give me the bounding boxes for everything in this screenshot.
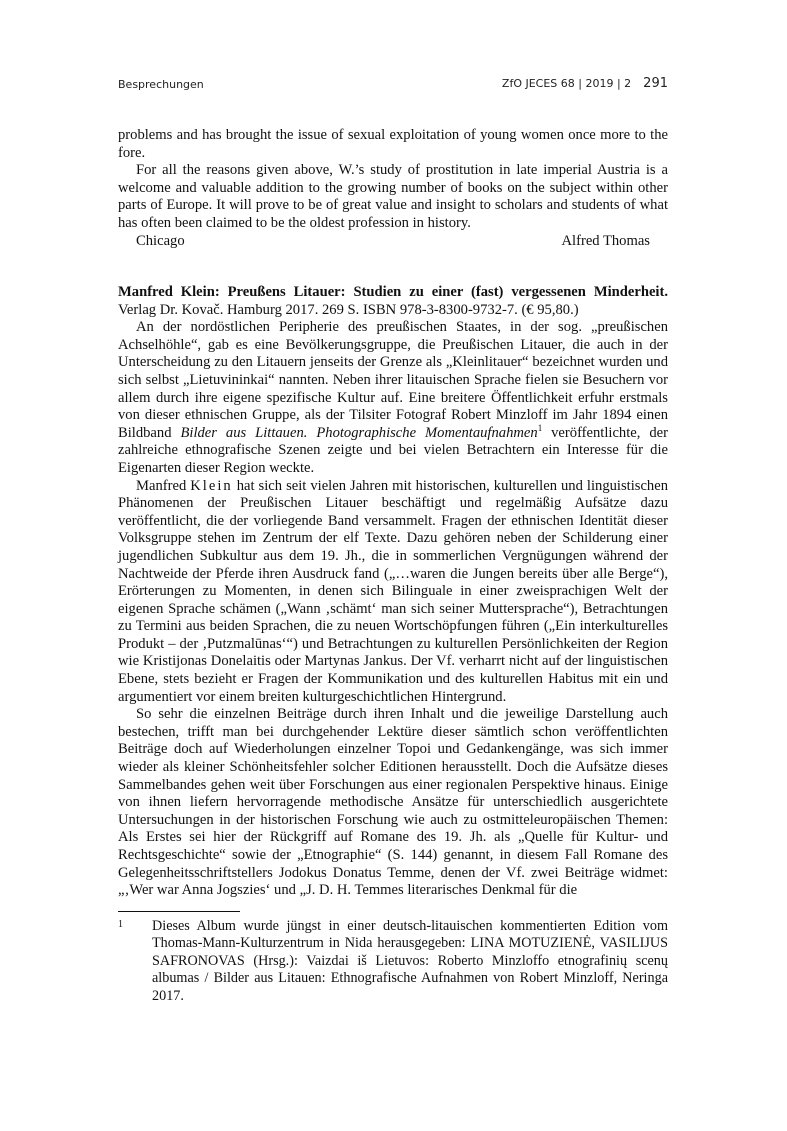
footnote-text: Dieses Album wurde jüngst in einer deutsch-litauischen kommentierten Edition vom Thomas-Mann-Kulturzentrum in Nida herausgegeben: LINA MOTUZIENĖ, VASILIJUS SAFRONOVAS (Hrsg.): Vaizdai iš Lietuvos: Roberto Minzloffo etnografinių scenų albumas / Bilder aus Litauen: Ethnografische Aufnahmen von Robert Minzloff, Neringa 2017. bbox=[152, 918, 668, 1004]
author-first-name: Manfred bbox=[136, 477, 187, 494]
running-header bbox=[118, 76, 668, 94]
review-title: Manfred Klein: Preußens Litauer: Studien zu einer (fast) vergessenen Minderheit. bbox=[118, 284, 668, 300]
review-biblio: Verlag Dr. Kovač. Hamburg 2017. 269 S. ISBN 978-3-8300-9732-7. (€ 95,80.) bbox=[118, 301, 579, 318]
reviewer-place: Chicago bbox=[136, 232, 185, 249]
paragraph-conclusion: For all the reasons given above, W.’s study of prostitution in late imperial Austria is a welcome and valuable addition to the growing number of books on the subject within other parts of Europe. It will prove to be of great value and insight to scholars and students of what has often been claimed to be the oldest profession in history. bbox=[118, 162, 668, 231]
reviewer-name: Alfred Thomas bbox=[561, 232, 650, 249]
footnote-rule bbox=[118, 911, 240, 912]
book-title-italic: Bilder aus Littauen. Photographische Momentaufnahmen bbox=[180, 424, 538, 441]
footnote bbox=[118, 918, 668, 1005]
paragraph-1-text-a: An der nordöstlichen Peripherie des preußischen Staates, in der sog. „preußischen Achselhöhle“, gab es eine Bevölkerungsgruppe, die Preußischen Litauer, die auch in der Unterscheidung zu den Litauern jenseits der Grenze als „Kleinlitauer“ bezeichnet wurden und sich selbst „Lietuvininkai“ nannten. Neben ihrer litauischen Sprache fielen sie Besuchern vor allem durch ihre eigene spezifische Kultur auf. Eine breitere Öffentlichkeit erfuhr erstmals von dieser ethnischen Gruppe, als der Tilsiter Fotograf Robert Minzloff im Jahr 1894 einen Bildband bbox=[118, 319, 668, 441]
paragraph-1 bbox=[118, 319, 668, 477]
paragraph-1-text-b: veröffentlichte, der zahlreiche ethnografische Szenen zeigte und bei vielen Betrachtern ein Interesse für die Eigenarten dieser Region weckte. bbox=[118, 424, 668, 476]
review-2 bbox=[118, 284, 668, 900]
footnote-number: 1 bbox=[118, 919, 123, 930]
review-1-ending bbox=[118, 127, 668, 250]
paragraph-2-text: hat sich seit vielen Jahren mit historischen, kulturellen und linguistischen Phänomenen der Preußischen Litauer beschäftigt und regelmäßig Aufsätze dazu veröffentlicht, die der vorliegende Band versammelt. Fragen der ethnischen Identität dieser Volksgruppe stehen im Zentrum der elf Texte. Dazu gehören neben der Schilderung einer jugendlichen Subkultur aus dem 19. Jh., die in sommerlichen Vergnügungen während der Nachtweide der Pferde ihren Ausdruck fand („…waren die Jungen bereits über alle Berge“), Erörterungen zu Momenten, in denen sich Bilinguale in einer zweisprachigen Welt der eigenen Sprache schämen („Wann ‚schämt‘ man sich seiner Muttersprache“), Betrachtungen zu Termini aus beiden Sprachen, die zu neuen Wortschöpfungen führen („Ein interkulturelles Produkt – der ‚Putzmalūnas‘“) und Betrachtungen zu kulturellen Persönlichkeiten der Region wie Kristijonas Donelaitis oder Martynas Jankus. Der Vf. verharrt nicht auf der linguistischen Ebene, stets bezieht er Fragen der Kommunikation und des kulturellen Habitus mit ein und argumentiert vor einem breiten kulturgeschichtlichen Hintergrund. bbox=[118, 477, 668, 705]
paragraph-end: problems and has brought the issue of sexual exploitation of young women once more to the fore. bbox=[118, 127, 668, 161]
author-last-name-spaced: Klein bbox=[190, 477, 233, 494]
section-title: Besprechungen bbox=[118, 78, 204, 91]
footnote-ref: 1 bbox=[537, 422, 543, 433]
page-number: 291 bbox=[643, 76, 668, 91]
paragraph-2 bbox=[118, 478, 668, 707]
journal-issue: ZfO JECES 68 | 2019 | 2 bbox=[501, 77, 632, 90]
journal-info bbox=[502, 76, 668, 91]
review-heading bbox=[118, 284, 668, 319]
paragraph-3: So sehr die einzelnen Beiträge durch ihren Inhalt und die jeweilige Darstellung auch bestechen, trifft man bei durchgehender Lektüre dieser sämtlich schon veröffentlichten Beiträge doch auf Wiederholungen einzelner Topoi und Gedankengänge, was sich immer wieder als kleiner Schönheitsfehler solcher Editionen herausstellt. Doch die Aufsätze dieses Sammelbandes gehen weit über Forschungen aus einer regionalen Perspektive hinaus. Einige von ihnen liefern hervorragende methodische Ansätze für unterschiedlich ausgerichtete Untersuchungen in der historischen Forschung wie auch zu ostmitteleuropäischen Themen: Als Erstes sei hier der Rückgriff auf Romane des 19. Jh. als „Quelle für Kultur- und Rechtsgeschichte“ sowie der „Etnographie“ (S. 144) genannt, in diesem Fall Romane des Gelegenheitsschriftstellers Jodokus Donatus Temme, denen der Vf. zwei Beiträge widmet: „‚Wer war Anna Jogszies‘ und „J. D. H. Temmes literarisches Denkmal für die bbox=[118, 706, 668, 899]
signature-line bbox=[118, 233, 668, 251]
